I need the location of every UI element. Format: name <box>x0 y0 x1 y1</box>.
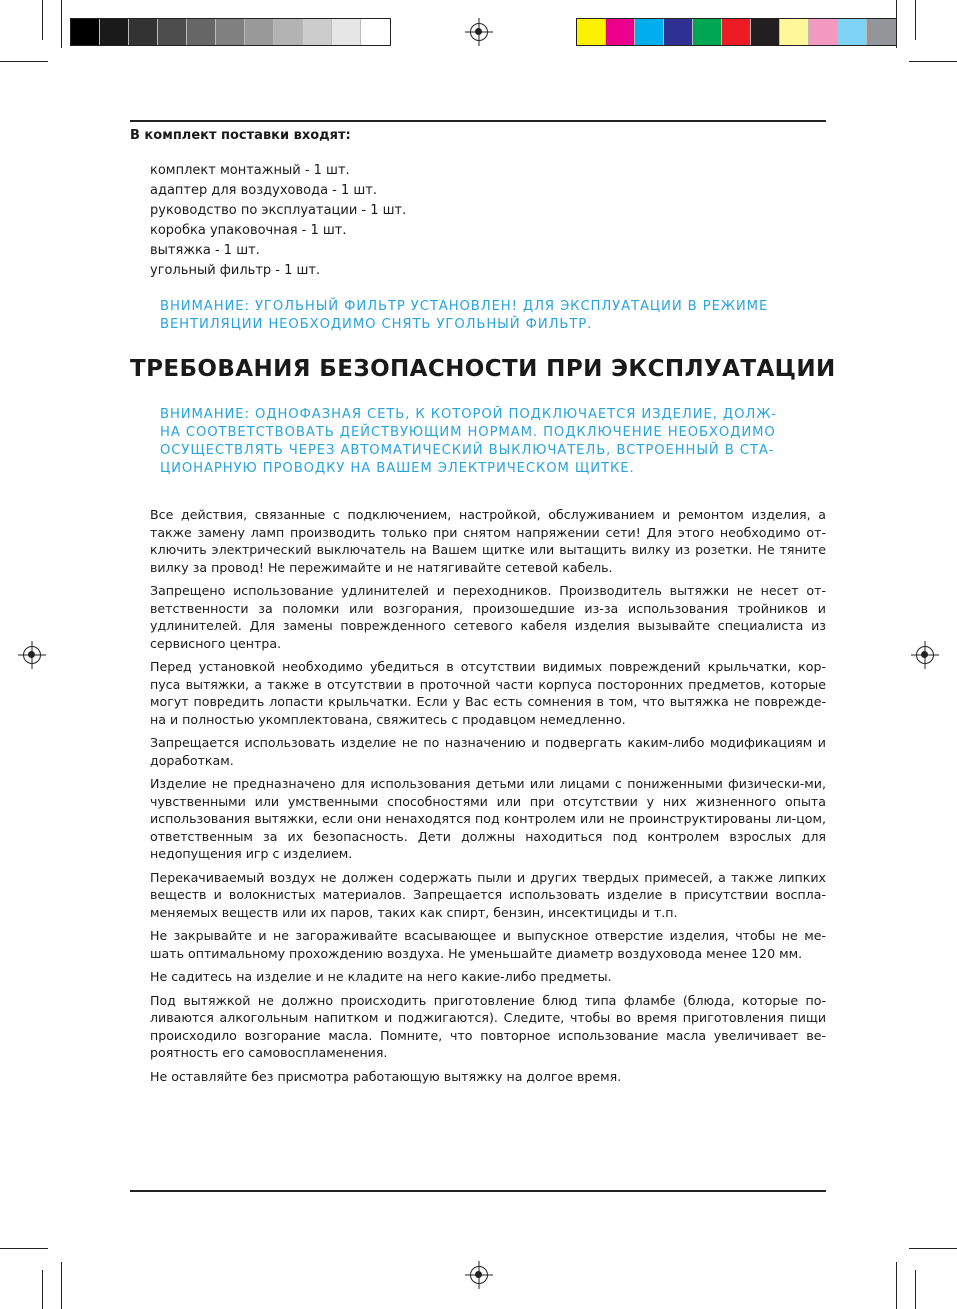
color-swatch <box>838 19 867 45</box>
gray-swatch <box>216 19 245 45</box>
section-title: ТРЕБОВАНИЯ БЕЗОПАСНОСТИ ПРИ ЭКСПЛУАТАЦИИ <box>130 356 836 382</box>
crop-mark <box>42 0 43 40</box>
warning-line: ВНИМАНИЕ: ОДНОФАЗНАЯ СЕТЬ, К КОТОРОЙ ПОДКЛЮЧАЕТСЯ ИЗДЕЛИЕ, ДОЛЖ- <box>160 407 777 422</box>
warning-line: НА СООТВЕТСТВОВАТЬ ДЕЙСТВУЮЩИМ НОРМАМ. ПОДКЛЮЧЕНИЕ НЕОБХОДИМО <box>160 425 776 440</box>
crop-mark <box>915 1270 916 1309</box>
crop-mark <box>896 0 897 48</box>
kit-item: руководство по эксплуатации - 1 шт. <box>150 203 407 218</box>
paragraph: Не закрывайте и не загораживайте всасывающее и выпускное отверстие изделия, чтобы не ме-шать оптимальному прохождению воздуха. Не уменьшайте диаметр воздуховода менее 120 мм. <box>150 928 826 961</box>
color-swatch <box>664 19 693 45</box>
kit-item: коробка упаковочная - 1 шт. <box>150 223 347 238</box>
gray-swatch <box>361 19 390 45</box>
registration-mark-icon <box>470 1266 488 1284</box>
registration-mark-icon <box>470 23 488 41</box>
paragraph: Все действия, связанные с подключением, настройкой, обслуживанием и ремонтом изделия, а также замену ламп производить только при снятом напряжении сети! Для этого необходимо от-ключить электрический выключатель на Вашем щитке или вытащить вилку из розетки. Не тяните вилку за провод! Не пережимайте и не натягивайте сетевой кабель. <box>150 507 826 575</box>
warning-line: ЦИОНАРНУЮ ПРОВОДКУ НА ВАШЕМ ЭЛЕКТРИЧЕСКОМ ЩИТКЕ. <box>160 461 635 476</box>
kit-item: комплект монтажный - 1 шт. <box>150 163 350 178</box>
kit-list <box>150 161 406 281</box>
power-warning <box>160 406 810 478</box>
gray-swatch <box>303 19 332 45</box>
gray-swatch <box>129 19 158 45</box>
color-swatch <box>809 19 838 45</box>
process-color-bar <box>576 18 897 46</box>
gray-swatch <box>245 19 274 45</box>
paragraph: Не оставляйте без присмотра работающую вытяжку на долгое время. <box>150 1068 622 1084</box>
color-swatch <box>722 19 751 45</box>
crop-mark <box>61 0 62 48</box>
color-swatch <box>751 19 780 45</box>
crop-mark <box>915 0 916 40</box>
warning-line: ВНИМАНИЕ: УГОЛЬНЫЙ ФИЛЬТР УСТАНОВЛЕН! ДЛЯ ЭКСПЛУАТАЦИИ В РЕЖИМЕ <box>160 299 769 314</box>
color-swatch <box>635 19 664 45</box>
gray-swatch <box>158 19 187 45</box>
gray-swatch <box>332 19 361 45</box>
top-rule <box>130 120 826 122</box>
crop-mark <box>909 61 957 62</box>
crop-mark <box>0 61 48 62</box>
warning-line: ОСУЩЕСТВЛЯТЬ ЧЕРЕЗ АВТОМАТИЧЕСКИЙ ВЫКЛЮЧАТЕЛЬ, ВСТРОЕННЫЙ В СТА- <box>160 443 775 458</box>
kit-item: вытяжка - 1 шт. <box>150 243 260 258</box>
paragraph: Перед установкой необходимо убедиться в отсутствии видимых повреждений крыльчатки, кор-пуса вытяжки, а также в отсутствии в проточной части корпуса посторонних предметов, которые могут повредить лопасти крыльчатки. Если у Вас есть сомнения в том, что вытяжка не поврежде-на и полностью укомплектована, свяжитесь с продавцом немедленно. <box>150 659 826 727</box>
safety-instructions <box>150 506 826 1091</box>
warning-line: ВЕНТИЛЯЦИИ НЕОБХОДИМО СНЯТЬ УГОЛЬНЫЙ ФИЛЬТР. <box>160 317 593 332</box>
paragraph: Запрещается использовать изделие не по назначению и подвергать каким-либо модификациям и доработкам. <box>150 735 826 768</box>
kit-item: адаптер для воздуховода - 1 шт. <box>150 183 378 198</box>
gray-swatch <box>100 19 129 45</box>
filter-warning <box>160 298 810 334</box>
paragraph: Изделие не предназначено для использования детьми или лицами с пониженными физически-ми, чувственными или умственными способностями или при отсутствии у них жизненного опыта использования вытяжки, если они ненаходятся под контролем или не проинструктированы ли-цом, ответственным за их безопасность. Дети должны находиться под контролем взрослых для недопущения игр с изделием. <box>150 776 826 861</box>
crop-mark <box>61 1262 62 1309</box>
color-swatch <box>780 19 809 45</box>
color-swatch <box>867 19 896 45</box>
grayscale-color-bar <box>70 18 391 46</box>
registration-mark-icon <box>23 646 41 664</box>
color-swatch <box>577 19 606 45</box>
gray-swatch <box>187 19 216 45</box>
paragraph: Не садитесь на изделие и не кладите на него какие-либо предметы. <box>150 969 612 984</box>
crop-mark <box>896 1262 897 1309</box>
paragraph: Перекачиваемый воздух не должен содержать пыли и других твердых примесей, а также липких веществ и волокнистых материалов. Запрещается использовать изделие в присутствии воспла-меняемых веществ или их паров, таких как спирт, бензин, инсектициды и т.п. <box>150 869 826 920</box>
paragraph: Запрещено использование удлинителей и переходников. Производитель вытяжки не несет от-ветственности за поломки или возгорания, произошедшие из-за использования тройников и удлинителей. Для замены поврежденного сетевого кабеля изделия вызывайте специалиста из сервисного центра. <box>150 583 826 651</box>
color-swatch <box>606 19 635 45</box>
gray-swatch <box>274 19 303 45</box>
crop-mark <box>42 1270 43 1309</box>
paragraph: Под вытяжкой не должно происходить приготовление блюд типа фламбе (блюда, которые по-ливаются алкогольным напитком и поджигаются). Следите, чтобы во время приготовления пищи происходило возгорание масла. Помните, что повторное использование масла увеличивает ве-роятность его самовоспламенения. <box>150 992 826 1060</box>
crop-mark <box>0 1248 48 1249</box>
kit-item: угольный фильтр - 1 шт. <box>150 263 321 278</box>
registration-mark-icon <box>916 646 934 664</box>
color-swatch <box>693 19 722 45</box>
bottom-rule <box>130 1190 826 1192</box>
kit-title: В комплект поставки входят: <box>130 128 351 143</box>
gray-swatch <box>71 19 100 45</box>
crop-mark <box>909 1248 957 1249</box>
